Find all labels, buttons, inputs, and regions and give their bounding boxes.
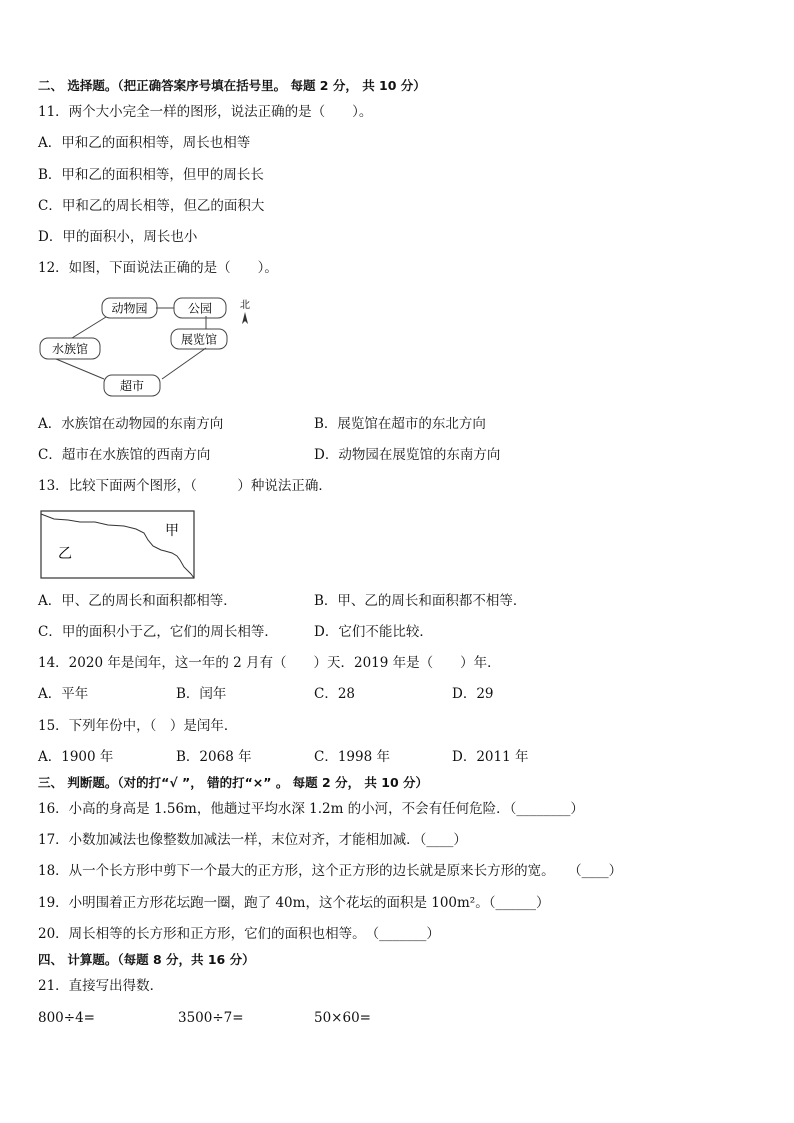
map-label-market: 超市 <box>119 379 145 393</box>
section-4-title: 四、 计算题。（每题 8 分，共 16 分） <box>38 952 255 967</box>
question-21-stem: 21．直接写出得数． <box>38 978 164 994</box>
question-14-stem: 14．2020 年是闰年，这一年的 2 月有（ ）天．2019 年是（ ）年． <box>38 655 501 671</box>
north-arrow-icon <box>242 312 248 324</box>
calc-expression-3: 50×60= <box>314 1010 371 1026</box>
question-12-option-c: C．超市在水族馆的西南方向 <box>38 447 211 463</box>
calc-expression-2: 3500÷7= <box>178 1010 244 1026</box>
question-20: 20．周长相等的长方形和正方形，它们的面积也相等。 （_______） <box>38 926 440 942</box>
north-label: 北 <box>240 300 250 311</box>
question-11-option-c: C．甲和乙的周长相等，但乙的面积大 <box>38 198 265 214</box>
question-17: 17．小数加减法也像整数加减法一样，末位对齐，才能相加减．（____） <box>38 832 467 848</box>
section-3-title: 三、 判断题。（对的打“√ ”， 错的打“×” 。 每题 2 分， 共 10 分） <box>38 775 429 790</box>
section-2-title: 二、 选择题。（把正确答案序号填在括号里。 每题 2 分， 共 10 分） <box>38 78 426 93</box>
question-14-option-c: C．28 <box>314 686 356 702</box>
question-14-option-b: B．闰年 <box>176 686 227 702</box>
shapes-figure <box>40 510 196 580</box>
question-14-option-a: A．平年 <box>38 686 89 702</box>
map-label-hall: 展览馆 <box>180 332 218 347</box>
location-map-figure <box>36 293 266 401</box>
question-11-option-d: D．甲的面积小，周长也小 <box>38 229 198 245</box>
map-label-park: 公园 <box>187 301 213 316</box>
question-15-option-d: D．2011 年 <box>452 749 529 765</box>
question-15-option-c: C．1998 年 <box>314 749 390 765</box>
question-13-option-d: D．它们不能比较． <box>314 624 433 640</box>
calc-expression-1: 800÷4= <box>38 1010 95 1026</box>
question-15-stem: 15．下列年份中，（ ）是闰年． <box>38 718 238 734</box>
question-12-option-d: D．动物园在展览馆的东南方向 <box>314 447 501 463</box>
shape-label-jia: 甲 <box>165 523 179 539</box>
shape-label-yi: 乙 <box>58 546 72 562</box>
question-13-option-b: B．甲、乙的周长和面积都不相等． <box>314 593 527 609</box>
question-11-option-b: B．甲和乙的面积相等，但甲的周长长 <box>38 167 264 183</box>
question-12-stem: 12．如图，下面说法正确的是（ ）。 <box>38 260 278 276</box>
question-11-option-a: A．甲和乙的面积相等，周长也相等 <box>38 135 251 151</box>
question-12-option-a: A．水族馆在动物园的东南方向 <box>38 416 224 432</box>
map-label-aquarium: 水族馆 <box>51 342 89 356</box>
question-16: 16．小高的身高是 1.56m，他趟过平均水深 1.2m 的小河，不会有任何危险．（________） <box>38 801 584 817</box>
question-13-option-a: A．甲、乙的周长和面积都相等． <box>38 593 237 609</box>
question-13-option-c: C．甲的面积小于乙，它们的周长相等． <box>38 624 278 640</box>
question-11-stem: 11．两个大小完全一样的图形，说法正确的是（ ）。 <box>38 104 373 120</box>
question-19: 19．小明围着正方形花坛跑一圈，跑了 40m，这个花坛的面积是 100m²。（______） <box>38 895 550 911</box>
question-13-stem: 13．比较下面两个图形，（ ）种说法正确． <box>38 478 332 494</box>
question-15-option-a: A．1900 年 <box>38 749 114 765</box>
question-12-option-b: B．展览馆在超市的东北方向 <box>314 416 486 432</box>
map-label-zoo: 动物园 <box>111 301 148 316</box>
question-14-option-d: D．29 <box>452 686 494 702</box>
question-18: 18．从一个长方形中剪下一个最大的正方形，这个正方形的边长就是原来长方形的宽。 （____） <box>38 863 623 879</box>
question-15-option-b: B．2068 年 <box>176 749 252 765</box>
